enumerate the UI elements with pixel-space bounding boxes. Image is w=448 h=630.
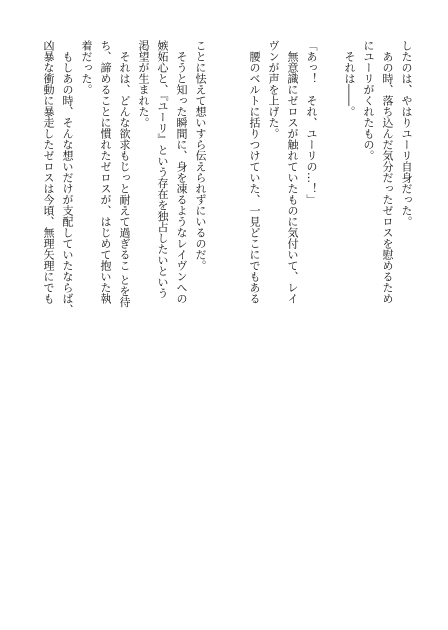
text-line: それは――。 — [343, 40, 356, 117]
text-line: ち、諦めることに慣れたゼロスが、はじめて抱いた執 — [99, 40, 112, 304]
text-line: ことに怯えて想いすら伝えられずにいるのだ。 — [194, 40, 207, 271]
text-line: それは、どんな欲求もじっと耐えて過ぎるこ とを待 — [118, 40, 131, 308]
text-line: もしあの時、そんな想いだけが支配していたならば、 — [61, 40, 74, 315]
text-line: 腰のベルトに括りつけていた、一見どこにでもある — [248, 40, 261, 304]
text-block-right — [246, 40, 416, 580]
text-line: 着だった。 — [80, 40, 93, 95]
text-line: にユーリがくれたもの。 — [362, 40, 375, 161]
text-line: 渇望が生まれた。 — [137, 40, 150, 128]
text-line: 嫉妬心と、『ユーリ』という存在を独占したいという — [156, 40, 169, 299]
text-line: 凶暴な衝動に暴走したゼロスは今頃、無理矢理にでも — [42, 40, 55, 304]
dialogue-line: 「あっ！ それ、ユーリの…！」 — [305, 40, 318, 205]
text-line: あの時、落ち込んだ気分だったゼロスを慰めるため — [381, 40, 394, 304]
text-line-blank — [321, 40, 340, 580]
text-line: したのは、やはりユーリ自身だった。 — [400, 40, 413, 227]
text-line: ヴンが声を上げた。 — [267, 40, 280, 139]
text-block-left — [40, 40, 210, 580]
text-line: そうと知った瞬間に、身を凍るようなレイヴンへの — [175, 40, 188, 304]
text-line: 無意識にゼロスが触れていたものに気付いて、レイ — [286, 40, 299, 304]
